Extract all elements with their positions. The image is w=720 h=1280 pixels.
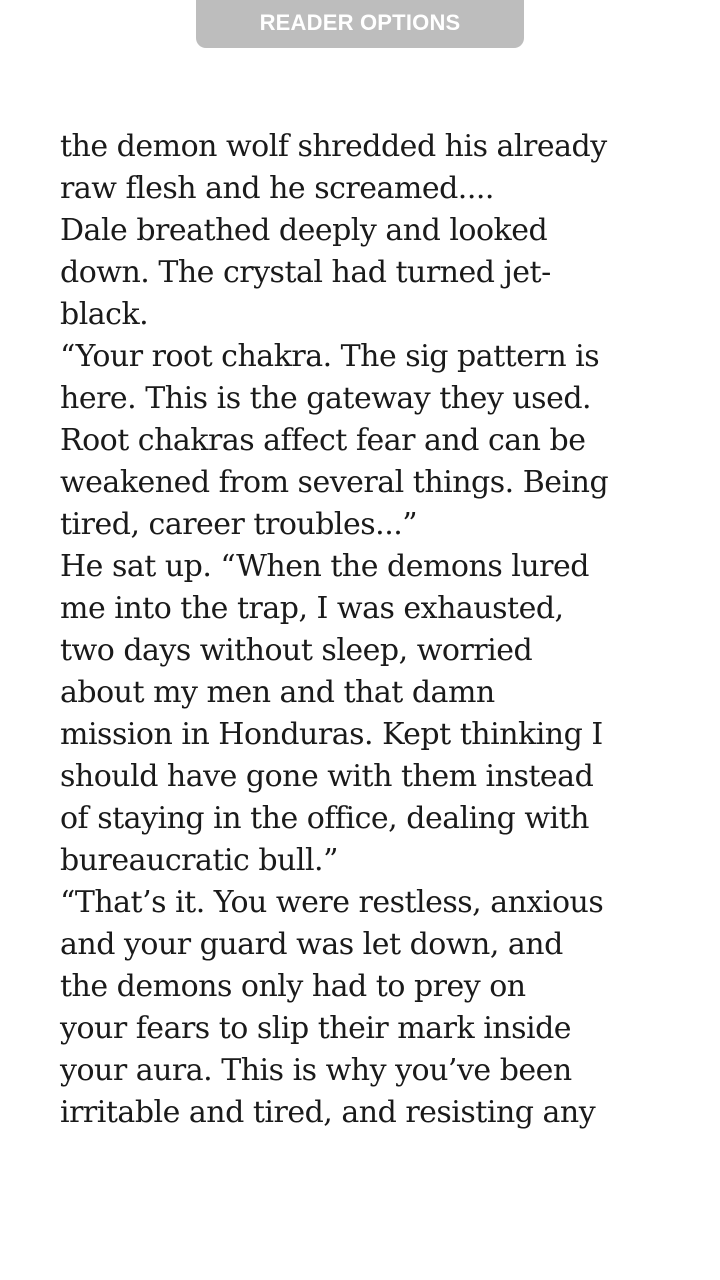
text-line: raw flesh and he screamed.... <box>60 171 494 206</box>
text-line: bureaucratic bull.” <box>60 843 338 878</box>
text-line: the demon wolf shredded his already <box>60 129 607 164</box>
text-line: Root chakras affect fear and can be <box>60 423 586 458</box>
text-line: tired, career troubles...” <box>60 507 418 542</box>
text-line: should have gone with them instead <box>60 759 594 794</box>
reader-options-label: READER OPTIONS <box>259 10 461 35</box>
text-line: two days without sleep, worried <box>60 633 533 668</box>
text-line: “Your root chakra. The sig pattern is <box>60 339 600 374</box>
reader-options-button[interactable] <box>196 0 524 48</box>
text-line: mission in Honduras. Kept thinking I <box>60 717 603 752</box>
text-line: of staying in the office, dealing with <box>60 801 589 836</box>
text-line: black. <box>60 297 149 332</box>
text-line: irritable and tired, and resisting any <box>60 1095 596 1130</box>
book-page-text <box>60 126 680 1134</box>
text-line: your aura. This is why you’ve been <box>60 1053 572 1088</box>
text-line: the demons only had to prey on <box>60 969 526 1004</box>
text-line: about my men and that damn <box>60 675 495 710</box>
text-line: “That’s it. You were restless, anxious <box>60 885 604 920</box>
text-line: weakened from several things. Being <box>60 465 609 500</box>
text-line: your fears to slip their mark inside <box>60 1011 572 1046</box>
text-line: and your guard was let down, and <box>60 927 563 962</box>
text-line: He sat up. “When the demons lured <box>60 549 589 584</box>
text-line: here. This is the gateway they used. <box>60 381 592 416</box>
text-line: down. The crystal had turned jet- <box>60 255 551 290</box>
text-line: me into the trap, I was exhausted, <box>60 591 564 626</box>
text-line: Dale breathed deeply and looked <box>60 213 548 248</box>
